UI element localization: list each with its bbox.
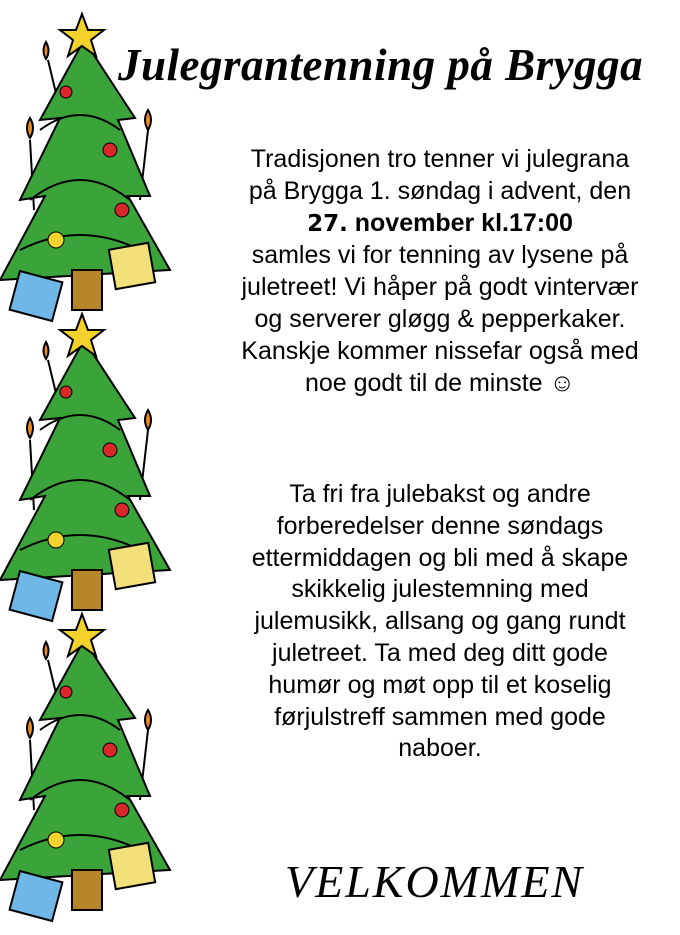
details-paragraph (180, 479, 680, 765)
details-line: skikkelig julestemning med (291, 575, 589, 604)
intro-line: juletreet! Vi håper på godt vintervær (241, 273, 639, 302)
intro-line: Tradisjonen tro tenner vi julegrana (250, 145, 630, 173)
event-date (180, 208, 680, 241)
details-line: juletreet. Ta med deg ditt gode (272, 638, 608, 667)
details-line: førjulstreff sammen med gode (274, 702, 606, 731)
christmas-tree-icon (0, 300, 180, 630)
details-line: ettermiddagen og bli med å skape (251, 543, 629, 572)
intro-line: og serverer gløgg & pepperkaker. (254, 304, 626, 333)
intro-line: Kanskje kommer nissefar også med (241, 336, 639, 365)
details-line: forberedelser denne søndags (276, 511, 604, 540)
details-line: naboer. (398, 734, 482, 763)
intro-line: samles vi for tenning av lysene på (251, 241, 629, 270)
intro-paragraph (180, 144, 680, 399)
intro-line: på Brygga 1. søndag i advent, den (248, 176, 632, 205)
details-line: humør og møt opp til et koselig (268, 670, 612, 699)
welcome-text: VELKOMMEN (285, 856, 585, 907)
date-number: 27. (307, 210, 348, 237)
details-line: Ta fri fra julebakst og andre (289, 480, 591, 508)
page-title: Julegrantenning på Brygga (118, 40, 644, 90)
christmas-tree-border (0, 0, 180, 907)
details-line: julemusikk, allsang og gang rundt (254, 607, 626, 636)
christmas-tree-icon (0, 600, 180, 930)
date-time: november kl.17:00 (347, 208, 573, 237)
intro-line: noe godt til de minste ☺ (304, 368, 576, 397)
